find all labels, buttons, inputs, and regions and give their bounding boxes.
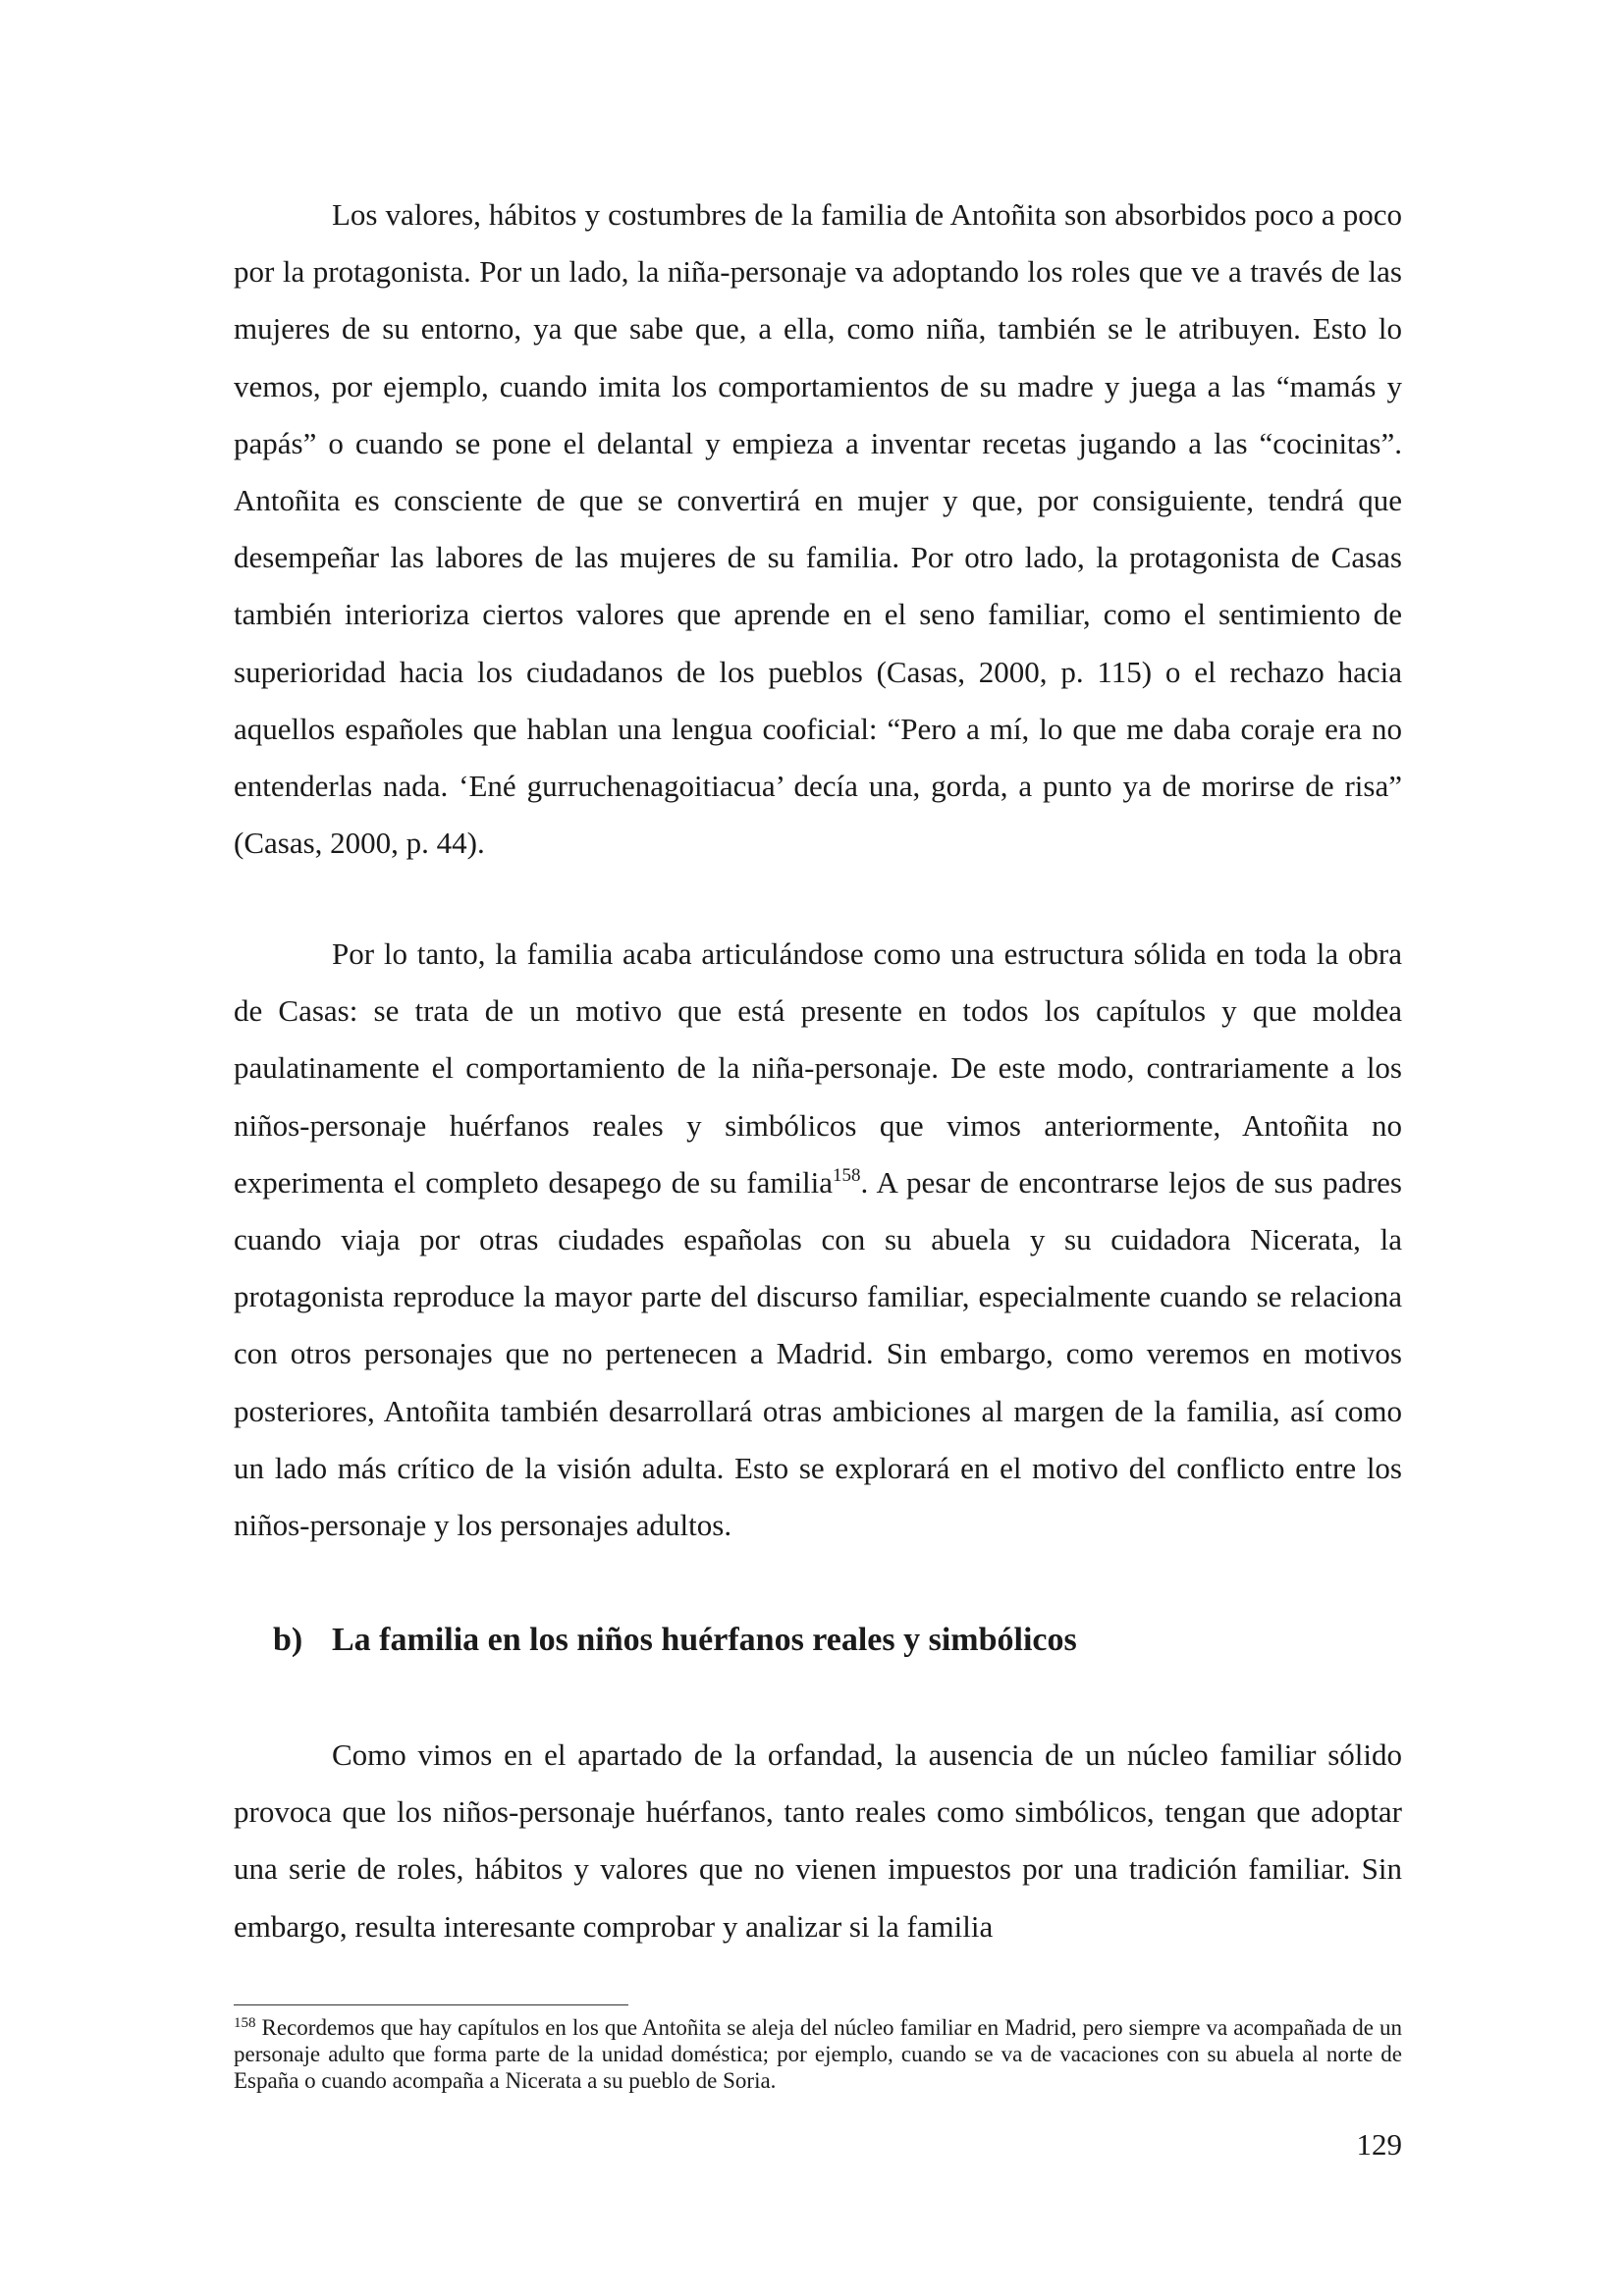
footnote-158 [234, 2014, 1402, 2094]
section-marker: b) [273, 1622, 303, 1658]
section-title: La familia en los niños huérfanos reales y simbólicos [332, 1622, 1077, 1658]
footnote-reference[interactable]: 158 [833, 1164, 861, 1186]
footnote-number: 158 [234, 2015, 256, 2031]
paragraph-text-before-ref: Por lo tanto, la familia acaba articulándose como una estructura sólida en toda la obra de Casas: se trata de un motivo que está presente en todos los capítulos y que moldea paulatinamente el comportamiento de la niña-personaje. De este modo, contrariamente a los niños-personaje huérfanos reales y simbólicos que vimos anteriormente, Antoñita no experimenta el completo desapego de su familia [234, 936, 1402, 1200]
paragraph-family-values: Los valores, hábitos y costumbres de la familia de Antoñita son absorbidos poco a poco por la protagonista. Por un lado, la niña-personaje va adoptando los roles que ve a través de las mujeres de su entorno, ya que sabe que, a ella, como niña, también se le atribuyen. Esto lo vemos, por ejemplo, cuando imita los comportamientos de su madre y juega a las “mamás y papás” o cuando se pone el delantal y empieza a inventar recetas jugando a las “cocinitas”. Antoñita es consciente de que se convertirá en mujer y que, por consiguiente, tendrá que desempeñar las labores de las mujeres de su familia. Por otro lado, la protagonista de Casas también interioriza ciertos valores que aprende en el seno familiar, como el sentimiento de superioridad hacia los ciudadanos de los pueblos (Casas, 2000, p. 115) o el rechazo hacia aquellos españoles que hablan una lengua cooficial: “Pero a mí, lo que me daba coraje era no entenderlas nada. ‘Ené gurruchenagoitiacua’ decía una, gorda, a punto ya de morirse de risa” (Casas, 2000, p. 44). [234, 197, 1402, 861]
paragraph-orphan-family: Como vimos en el apartado de la orfandad, la ausencia de un núcleo familiar sólido provoca que los niños-personaje huérfanos, tanto reales como simbólicos, tengan que adoptar una serie de roles, hábitos y valores que no vienen impuestos por una tradición familiar. Sin embargo, resulta interesante comprobar y analizar si la familia [234, 1737, 1402, 1944]
footnote-text: Recordemos que hay capítulos en los que Antoñita se aleja del núcleo familiar en Madrid, pero siempre va acompañada de un personaje adulto que forma parte de la unidad doméstica; por ejemplo, cuando se va de vacaciones con su abuela al norte de España o cuando acompaña a Nicerata a su pueblo de Soria. [234, 2015, 1402, 2093]
page-number: 129 [1356, 2127, 1402, 2162]
section-heading [273, 1622, 1077, 1659]
footnote-separator [234, 2004, 628, 2005]
paragraph-text-after-ref: . A pesar de encontrarse lejos de sus padres cuando viaja por otras ciudades españolas con su abuela y su cuidadora Nicerata, la protagonista reproduce la mayor parte del discurso familiar, especialmente cuando se relaciona con otros personajes que no pertenecen a Madrid. Sin embargo, como veremos en motivos posteriores, Antoñita también desarrollará otras ambiciones al margen de la familia, así como un lado más crítico de la visión adulta. Esto se explorará en el motivo del conflicto entre los niños-personaje y los personajes adultos. [234, 1164, 1402, 1543]
paragraph-family-structure [234, 926, 1402, 1554]
